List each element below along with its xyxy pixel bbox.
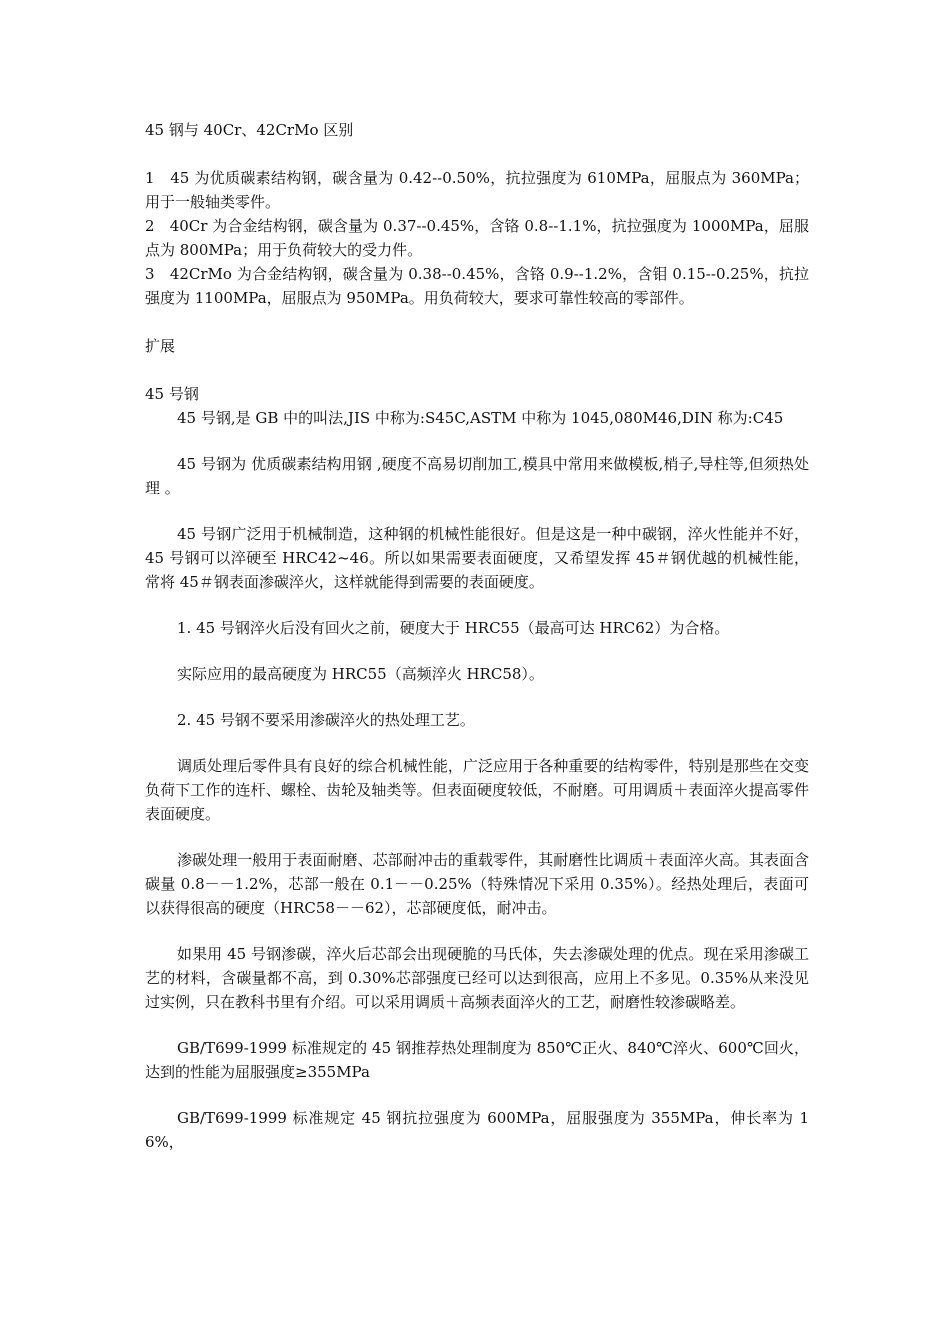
list-item-2: 2 40Cr 为合金结构钢，碳含量为 0.37--0.45%，含铬 0.8--1.1%，抗拉强度为 1000MPa，屈服点为 800MPa；用于负荷较大的受力件。	[145, 217, 809, 259]
paragraph: 1. 45 号钢淬火后没有回火之前，硬度大于 HRC55（最高可达 HRC62）为合格。	[177, 619, 730, 637]
subheading: 45 号钢	[145, 385, 199, 403]
document-body	[145, 118, 809, 1154]
list-item-1: 1 45 为优质碳素结构钢，碳含量为 0.42--0.50%，抗拉强度为 610MPa，屈服点为 360MPa；用于一般轴类零件。	[145, 169, 809, 211]
paragraph: 渗碳处理一般用于表面耐磨、芯部耐冲击的重载零件，其耐磨性比调质＋表面淬火高。其表面含碳量 0.8－－1.2%，芯部一般在 0.1－－0.25%（特殊情况下采用 0.35%）。经热处理后，表面可以获得很高的硬度（HRC58－－62），芯部硬度低，耐冲击。	[145, 851, 809, 917]
paragraph: 2. 45 号钢不要采用渗碳淬火的热处理工艺。	[177, 711, 475, 729]
paragraph: 如果用 45 号钢渗碳，淬火后芯部会出现硬脆的马氏体，失去渗碳处理的优点。现在采用渗碳工艺的材料，含碳量都不高，到 0.30%芯部强度已经可以达到很高，应用上不多见。0.35%从来没见过实例，只在教科书里有介绍。可以采用调质＋高频表面淬火的工艺，耐磨性较渗碳略差。	[145, 945, 809, 1011]
paragraph: 45 号钢为 优质碳素结构用钢 ,硬度不高易切削加工,模具中常用来做模板,梢子,导柱等,但须热处理 。	[145, 455, 809, 497]
list-item-3: 3 42CrMo 为合金结构钢，碳含量为 0.38--0.45%，含铬 0.9--1.2%，含钼 0.15--0.25%，抗拉强度为 1100MPa，屈服点为 950MPa。用负荷较大，要求可靠性较高的零部件。	[145, 265, 809, 307]
document-title: 45 钢与 40Cr、42CrMo 区别	[145, 121, 354, 139]
paragraph: 45 号钢,是 GB 中的叫法,JIS 中称为:S45C,ASTM 中称为 1045,080M46,DIN 称为:C45	[177, 409, 784, 427]
paragraph: GB/T699-1999 标准规定的 45 钢推荐热处理制度为 850℃正火、840℃淬火、600℃回火，达到的性能为屈服强度≥355MPa	[145, 1039, 809, 1081]
paragraph: 45 号钢广泛用于机械制造，这种钢的机械性能很好。但是这是一种中碳钢，淬火性能并不好， 45 号钢可以淬硬至 HRC42~46。所以如果需要表面硬度，又希望发挥 45＃钢优越的机械性能，常将 45＃钢表面渗碳淬火，这样就能得到需要的表面硬度。	[145, 525, 809, 591]
paragraph: 实际应用的最高硬度为 HRC55（高频淬火 HRC58）。	[177, 665, 544, 683]
section-heading: 扩展	[145, 337, 176, 355]
paragraph: GB/T699-1999 标准规定 45 钢抗拉强度为 600MPa，屈服强度为 355MPa，伸长率为 16%，	[145, 1109, 809, 1151]
paragraph: 调质处理后零件具有良好的综合机械性能，广泛应用于各种重要的结构零件，特别是那些在交变负荷下工作的连杆、螺栓、齿轮及轴类等。但表面硬度较低，不耐磨。可用调质＋表面淬火提高零件表面硬度。	[145, 757, 809, 823]
